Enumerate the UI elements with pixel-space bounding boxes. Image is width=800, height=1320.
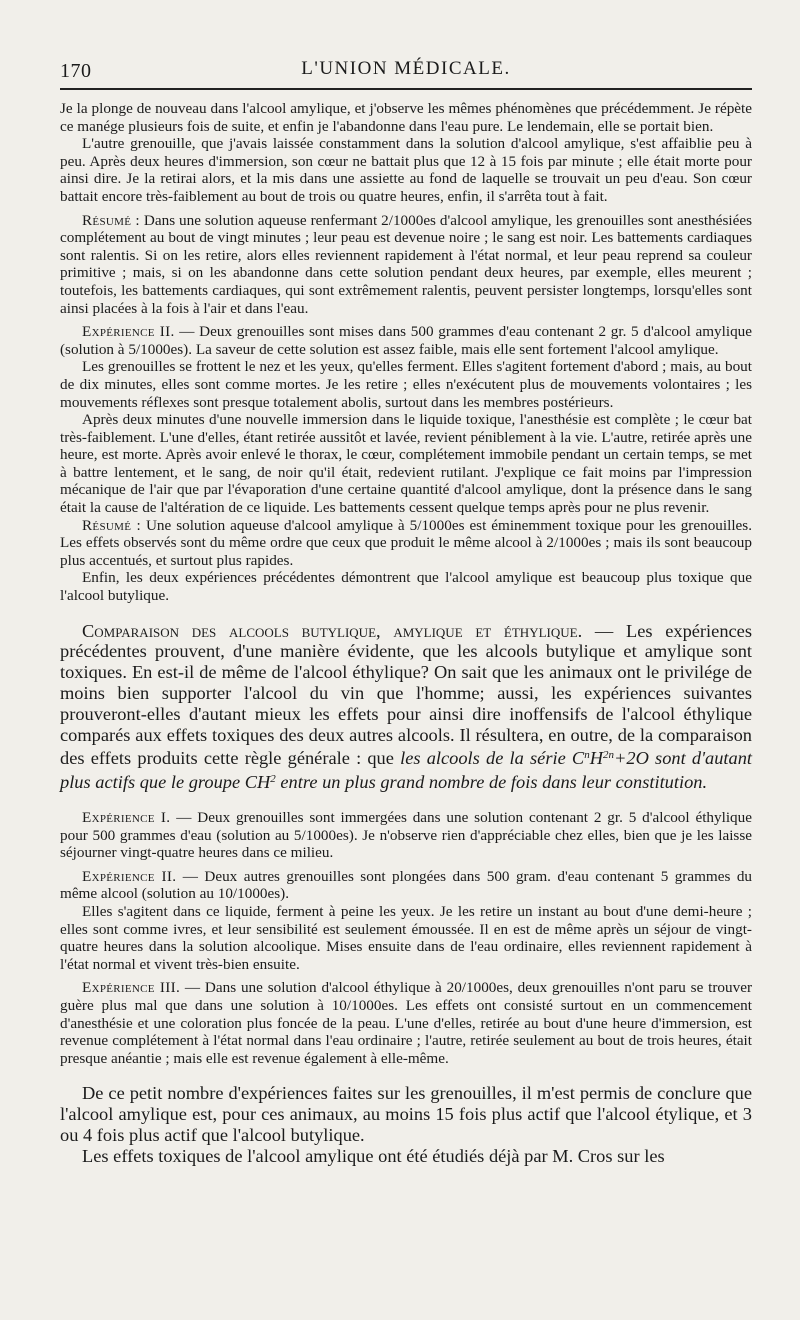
resume-1-text: Dans une solution aqueuse renfermant 2/1000es d'alcool amylique, les grenouilles sont anesthésiées complétement au bout de vingt minutes ; leur peau est devenue noire ; le sang est noir. Les battements cardiaques sont ralentis. Si on les retire, alors elles reviennent rapidement à l'état normal, et leur peau reprend sa couleur primitive ; mais, si on les abandonne dans cette solution pendant deux heures, par exemple, elles meurent ; toutefois, les battements cardiaques, qui sont extrêmement ralentis, peuvent persister longtemps, lorsqu'elles sont ainsi placées à la fois à l'air et dans l'eau. (60, 211, 753, 317)
section-title: Comparaison des alcools butylique, amylique et éthylique. (82, 620, 583, 641)
experience-3-ethylic-text: — Dans une solution d'alcool éthylique à 20/1000es, deux grenouilles n'ont paru se trouver guère plus mal que dans une solution à 10/1000es. Les effets ont consisté surtout en un commencement d'anesthésie et une coloration plus foncée de la peau. L'une d'elles, retirée au bout d'une heure d'immersion, est revenue complétement à l'état normal dans l'eau ordinaire ; l'autre, retirée seulement au bout de trois heures, était presque anéantie ; mais elle est revenue également à elle-même. (60, 979, 753, 1067)
paragraph-14: Les effets toxiques de l'alcool amylique ont été étudiés déjà par M. Cros sur les (82, 1145, 665, 1166)
rule-sup-2: 2 (270, 773, 276, 786)
rule-part-1: les alcools de la série C (400, 748, 585, 769)
resume-2-label: Résumé : (82, 516, 141, 534)
experience-3-ethylic (60, 979, 752, 1067)
experience-2-label: Expérience II. (82, 323, 175, 341)
comparison-paragraph (60, 621, 752, 793)
resume-1-label: Résumé : (82, 211, 140, 229)
resume-1 (60, 212, 752, 318)
ethylic-experiments (60, 809, 752, 1067)
conclusion-block (60, 1083, 752, 1166)
experience-2-ethylic-label: Expérience II. (82, 867, 177, 885)
experience-2-text: — Deux grenouilles sont mises dans 500 grammes d'eau contenant 2 gr. 5 d'alcool amylique (solution à 5/1000es). La saveur de cette solution est assez faible, mais elle sent fortement l'alcool amylique. (60, 323, 753, 358)
section-text: — Les expériences précédentes prouvent, d'une manière évidente, que les alcools butylique et amylique sont toxiques. En est-il de même de l'alcool éthylique? On sait que les animaux ont le privilége de moins bien supporter l'alcool du vin que l'homme; aussi, les expériences suivantes prouveront-elles d'autant mieux les effets pour ainsi dire inoffensifs de l'alcool éthylique comparés aux effets toxiques des deux autres alcools. Il résultera, en outre, de la comparaison des effets produits cette règle générale : que (60, 620, 753, 769)
document-page (60, 52, 752, 1167)
paragraph-2: L'autre grenouille, que j'avais laissée constamment dans la solution d'alcool amylique, s'est affaiblie peu à peu. Après deux heures d'immersion, son cœur ne battait plus que 12 à 15 fois par minute ; elle était morte pour ainsi dire. Je la retirai alors, et la mis dans une assiette au fond de laquelle se trouvait un peu d'eau. Son cœur battait encore très-faiblement au bout de trois ou quatre heures, enfin, il s'arrêta tout à fait. (60, 135, 752, 205)
experience-2-ethylic-text: — Deux autres grenouilles sont plongées dans 500 gram. d'eau contenant 5 grammes du même alcool (solution au 10/1000es). (60, 867, 753, 903)
paragraph-11: Elles s'agitent dans ce liquide, ferment à peine les yeux. Je les retire un instant au bout d'une demi-heure ; elles sont comme ivres, et leur sensibilité est seulement émoussée. Il en est de même après un séjour de vingt-quatre heures dans la solution alcoolique. Mises ensuite dans de l'eau ordinaire, elles reviennent rapidement à l'état normal et vivent très-bien ensuite. (60, 902, 752, 973)
rule-part-2: +2O sont d'autant plus actifs que le groupe CH (60, 748, 753, 793)
paragraph-5: Les grenouilles se frottent le nez et les yeux, qu'elles ferment. Elles s'agitent fortement d'abord ; mais, au bout de dix minutes, elles sont comme mortes. Je les retire ; elles n'exécutent plus de mouvements volontaires ; les mouvements réflexes sont presque totalement abolis, surtout dans les membres postérieurs. (60, 358, 752, 411)
rule-sup-n: n (584, 749, 590, 762)
rule-part-3: entre un plus grand nombre de fois dans leur constitution. (275, 772, 708, 793)
rule-sup-2n: 2n (602, 749, 614, 762)
experience-2-ethylic (60, 868, 752, 903)
section-comparison (60, 621, 752, 793)
page-number: 170 (60, 60, 92, 82)
paragraph-8: Enfin, les deux expériences précédentes démontrent que l'alcool amylique est beaucoup plus toxique que l'alcool butylique. (60, 569, 752, 605)
experience-3-ethylic-label: Expérience III. (82, 979, 181, 997)
experience-1-ethylic-label: Expérience I. (82, 809, 171, 826)
page-header (60, 52, 752, 86)
rule-h: H (589, 748, 603, 769)
paragraph-6: Après deux minutes d'une nouvelle immersion dans le liquide toxique, l'anesthésie est complète ; le cœur bat très-faiblement. L'une d'elles, étant retirée aussitôt et lavée, revient péniblement à la vie. L'autre, retirée après une heure, est morte. Après avoir enlevé le thorax, le cœur, complétement immobile pendant un certain temps, se met à battre lentement, et le sang, de noir qu'il était, redevient rutilant. J'explique ce fait moins par l'impression mécanique de l'air que par l'évaporation d'une certaine quantité d'alcool amylique, dont la présence dans le sang était la cause de l'altération de ce liquide. Les battements cessent quelque temps après pour ne plus revenir. (60, 411, 752, 517)
resume-2 (60, 517, 752, 570)
experience-1-ethylic (60, 809, 752, 862)
paragraph-1: Je la plonge de nouveau dans l'alcool amylique, et j'observe les mêmes phénomènes que précédemment. Je répète ce manége plusieurs fois de suite, et enfin je l'abandonne dans l'eau pure. Le lendemain, elle se portait bien. (60, 100, 752, 135)
small-text-block (60, 100, 752, 605)
experience-1-ethylic-text: — Deux grenouilles sont immergées dans une solution contenant 2 gr. 5 d'alcool éthylique pour 500 grammes d'eau (solution au 5/1000es). Je n'observe rien d'appréciable chez elles, bien que je les laisse séjourner vingt-quatre heures dans ce milieu. (60, 809, 752, 862)
paragraph-13: De ce petit nombre d'expériences faites sur les grenouilles, il m'est permis de conclure que l'alcool amylique est, pour ces animaux, au moins 15 fois plus actif que l'alcool étylique, et 3 ou 4 fois plus actif que l'alcool butylique. (60, 1083, 752, 1145)
experience-2-intro (60, 323, 752, 358)
resume-2-text: Une solution aqueuse d'alcool amylique à 5/1000es est éminemment toxique pour les grenouilles. Les effets observés sont du même ordre que ceux que produit le même alcool à 2/1000es ; mais ils sont beaucoup plus accentués, et surtout plus rapides. (60, 516, 752, 569)
running-head: L'UNION MÉDICALE. (301, 58, 511, 79)
